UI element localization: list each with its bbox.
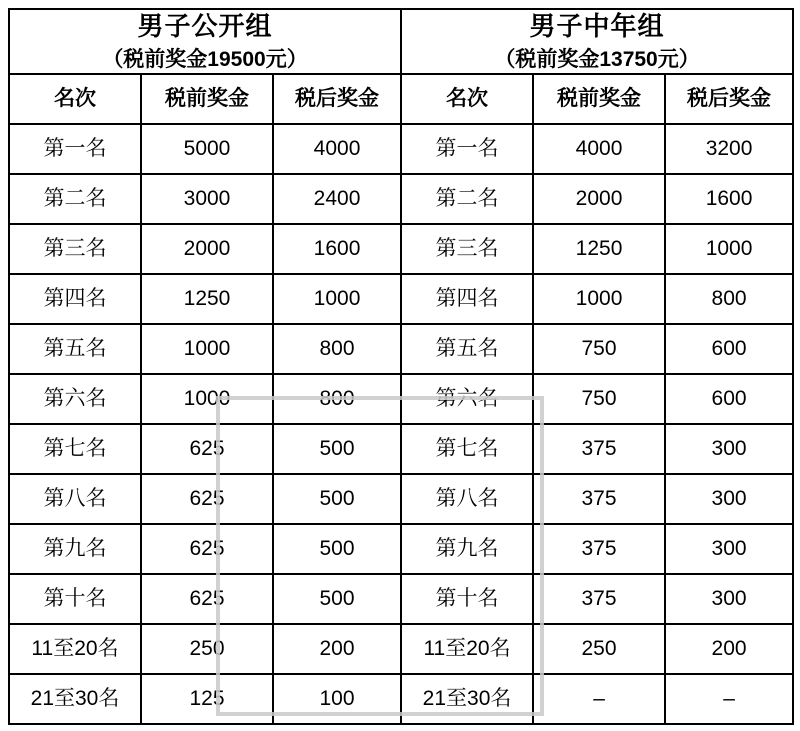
cell-pretax: 4000	[533, 124, 665, 174]
cell-posttax: 600	[665, 374, 793, 424]
cell-rank: 第二名	[401, 174, 533, 224]
cell-rank: 第九名	[9, 524, 141, 574]
cell-rank: 第九名	[401, 524, 533, 574]
cell-posttax: 3200	[665, 124, 793, 174]
cell-rank: 21至30名	[9, 674, 141, 724]
table-row	[9, 474, 793, 524]
cell-posttax: 800	[273, 374, 401, 424]
header-posttax-open: 税后奖金	[273, 74, 401, 124]
cell-rank: 第三名	[9, 224, 141, 274]
table-row	[9, 574, 793, 624]
cell-posttax: 100	[273, 674, 401, 724]
cell-rank: 第八名	[9, 474, 141, 524]
cell-pretax: 375	[533, 524, 665, 574]
prize-money-table	[8, 8, 794, 725]
header-pretax-open: 税前奖金	[141, 74, 273, 124]
cell-rank: 第六名	[401, 374, 533, 424]
cell-posttax: 1000	[665, 224, 793, 274]
cell-pretax: 1000	[533, 274, 665, 324]
group-subtitle-open: （税前奖金19500元）	[102, 47, 308, 71]
cell-rank: 第二名	[9, 174, 141, 224]
table-row	[9, 524, 793, 574]
prize-table-sheet	[0, 8, 800, 731]
table-row	[9, 624, 793, 674]
cell-rank: 第十名	[9, 574, 141, 624]
cell-pretax: –	[533, 674, 665, 724]
header-posttax-middle-age: 税后奖金	[665, 74, 793, 124]
cell-posttax: 200	[665, 624, 793, 674]
cell-posttax: 300	[665, 524, 793, 574]
header-pretax-middle-age: 税前奖金	[533, 74, 665, 124]
table-row	[9, 674, 793, 724]
cell-posttax: 500	[273, 524, 401, 574]
cell-posttax: 500	[273, 474, 401, 524]
table-row-group-titles	[9, 9, 793, 74]
cell-pretax: 625	[141, 574, 273, 624]
cell-pretax: 750	[533, 374, 665, 424]
cell-posttax: 1600	[273, 224, 401, 274]
cell-pretax: 1000	[141, 374, 273, 424]
table-row	[9, 274, 793, 324]
cell-rank: 第一名	[401, 124, 533, 174]
group-subtitle-middle-age: （税前奖金13750元）	[494, 47, 700, 71]
cell-rank: 第七名	[401, 424, 533, 474]
group-title-open	[9, 9, 401, 74]
cell-rank: 第四名	[401, 274, 533, 324]
group-name-middle-age: 男子中年组	[529, 11, 665, 41]
cell-rank: 第六名	[9, 374, 141, 424]
cell-rank: 第五名	[401, 324, 533, 374]
cell-pretax: 250	[141, 624, 273, 674]
cell-rank: 11至20名	[9, 624, 141, 674]
cell-pretax: 625	[141, 524, 273, 574]
cell-rank: 第五名	[9, 324, 141, 374]
cell-rank: 第四名	[9, 274, 141, 324]
table-row	[9, 124, 793, 174]
cell-pretax: 2000	[141, 224, 273, 274]
table-row	[9, 374, 793, 424]
cell-posttax: 500	[273, 574, 401, 624]
cell-pretax: 375	[533, 574, 665, 624]
cell-pretax: 5000	[141, 124, 273, 174]
cell-pretax: 1000	[141, 324, 273, 374]
cell-rank: 第十名	[401, 574, 533, 624]
cell-rank: 第八名	[401, 474, 533, 524]
cell-pretax: 625	[141, 424, 273, 474]
cell-posttax: 500	[273, 424, 401, 474]
group-name-open: 男子公开组	[137, 11, 273, 41]
cell-pretax: 1250	[533, 224, 665, 274]
cell-posttax: 200	[273, 624, 401, 674]
table-row	[9, 324, 793, 374]
cell-rank: 第三名	[401, 224, 533, 274]
cell-pretax: 1250	[141, 274, 273, 324]
cell-posttax: 300	[665, 574, 793, 624]
table-row	[9, 424, 793, 474]
cell-pretax: 3000	[141, 174, 273, 224]
cell-pretax: 375	[533, 424, 665, 474]
cell-posttax: 2400	[273, 174, 401, 224]
cell-posttax: 300	[665, 424, 793, 474]
cell-posttax: 600	[665, 324, 793, 374]
cell-pretax: 625	[141, 474, 273, 524]
cell-pretax: 375	[533, 474, 665, 524]
cell-posttax: –	[665, 674, 793, 724]
cell-posttax: 800	[665, 274, 793, 324]
header-rank-open: 名次	[9, 74, 141, 124]
cell-rank: 21至30名	[401, 674, 533, 724]
header-rank-middle-age: 名次	[401, 74, 533, 124]
cell-posttax: 300	[665, 474, 793, 524]
cell-pretax: 2000	[533, 174, 665, 224]
cell-rank: 11至20名	[401, 624, 533, 674]
table-row	[9, 174, 793, 224]
cell-posttax: 800	[273, 324, 401, 374]
cell-rank: 第一名	[9, 124, 141, 174]
cell-posttax: 1000	[273, 274, 401, 324]
cell-pretax: 750	[533, 324, 665, 374]
cell-posttax: 4000	[273, 124, 401, 174]
table-row-column-headers	[9, 74, 793, 124]
cell-posttax: 1600	[665, 174, 793, 224]
cell-pretax: 250	[533, 624, 665, 674]
cell-rank: 第七名	[9, 424, 141, 474]
group-title-middle-age	[401, 9, 793, 74]
cell-pretax: 125	[141, 674, 273, 724]
table-row	[9, 224, 793, 274]
